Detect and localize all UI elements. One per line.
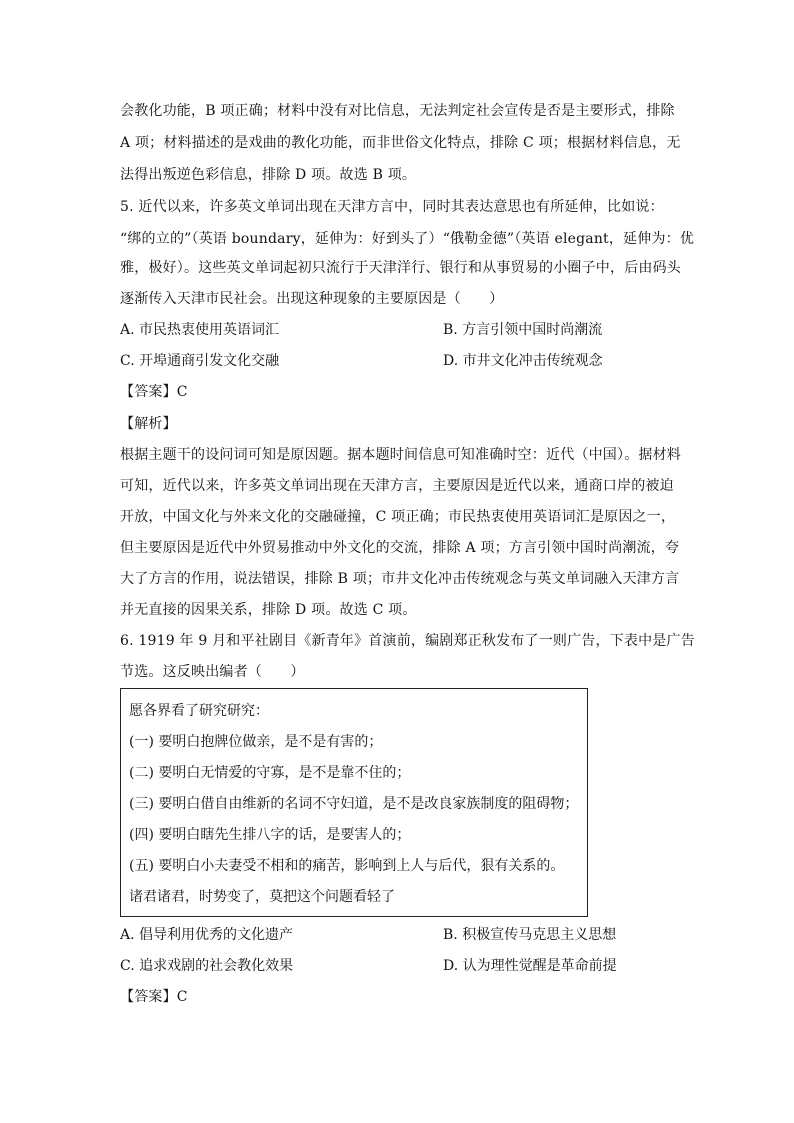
option-b: B. 积极宣传马克思主义思想 <box>443 927 617 943</box>
text-line: 会教化功能，B 项正确；材料中没有对比信息，无法判定社会宣传是否是主要形式，排除 <box>120 103 675 119</box>
question-stem-line: 雅，极好）。这些英文单词起初只流行于天津洋行、银行和从事贸易的小圈子中，后由码头 <box>120 260 681 276</box>
advertisement-excerpt-box <box>120 688 588 917</box>
question-stem-line: 节选。这反映出编者（ ） <box>120 664 305 680</box>
answer-label: 【答案】C <box>120 384 188 400</box>
analysis-line: 但主要原因是近代中外贸易推动中外文化的交流，排除 A 项；方言引领中国时尚潮流，夸 <box>120 540 680 556</box>
option-b: B. 方言引领中国时尚潮流 <box>443 322 603 338</box>
text-line: 法得出叛逆色彩信息，排除 D 项。故选 B 项。 <box>120 167 417 183</box>
text-line: A 项；材料描述的是戏曲的教化功能，而非世俗文化特点，排除 C 项；根据材料信息，无 <box>120 135 681 151</box>
option-c: C. 开埠通商引发文化交融 <box>120 353 280 369</box>
question-stem-line: 5. 近代以来，许多英文单词出现在天津方言中，同时其表达意思也有所延伸，比如说： <box>120 199 664 215</box>
box-line: (二) 要明白无情爱的守寡，是不是靠不住的； <box>129 765 411 781</box>
analysis-line: 可知，近代以来，许多英文单词出现在天津方言，主要原因是近代以来，通商口岸的被迫 <box>120 478 674 494</box>
option-a: A. 倡导利用优秀的文化遗产 <box>120 927 294 943</box>
option-d: D. 认为理性觉醒是革命前提 <box>443 958 617 974</box>
box-line: (五) 要明白小夫妻受不相和的痛苦，影响到上人与后代，狠有关系的。 <box>129 858 565 874</box>
option-c: C. 追求戏剧的社会教化效果 <box>120 958 294 974</box>
question-stem-line: 6. 1919 年 9 月和平社剧目《新青年》首演前，编剧郑正秋发布了一则广告，下表中是广告 <box>120 633 695 649</box>
option-d: D. 市井文化冲击传统观念 <box>443 353 603 369</box>
box-line: 诸君诸君，时势变了，莫把这个问题看轻了 <box>129 889 395 905</box>
option-a: A. 市民热衷使用英语词汇 <box>120 322 280 338</box>
analysis-heading: 【解析】 <box>120 416 177 432</box>
answer-label: 【答案】C <box>120 989 188 1005</box>
analysis-line: 开放，中国文化与外来文化的交融碰撞，C 项正确；市民热衷使用英语词汇是原因之一， <box>120 509 676 525</box>
analysis-line: 并无直接的因果关系，排除 D 项。故选 C 项。 <box>120 602 417 618</box>
analysis-line: 根据主题干的设问词可知是原因题。据本题时间信息可知准确时空：近代（中国）。据材料 <box>120 447 681 463</box>
box-line: (四) 要明白瞎先生排八字的话，是要害人的； <box>129 827 411 843</box>
analysis-line: 大了方言的作用，说法错误，排除 B 项；市井文化冲击传统观念与英文单词融入天津方言 <box>120 571 680 587</box>
box-line: 愿各界看了研究研究： <box>129 703 269 719</box>
box-line: (三) 要明白借自由维新的名词不守妇道，是不是改良家族制度的阻碍物； <box>129 796 579 812</box>
question-stem-line: “绑的立的”（英语 boundary，延伸为：好到头了）“俄勒金德”（英语 elegant，延伸为：优 <box>120 231 695 247</box>
box-line: (一) 要明白抱牌位做亲，是不是有害的； <box>129 734 383 750</box>
question-stem-line: 逐渐传入天津市民社会。出现这种现象的主要原因是（ ） <box>120 291 504 307</box>
